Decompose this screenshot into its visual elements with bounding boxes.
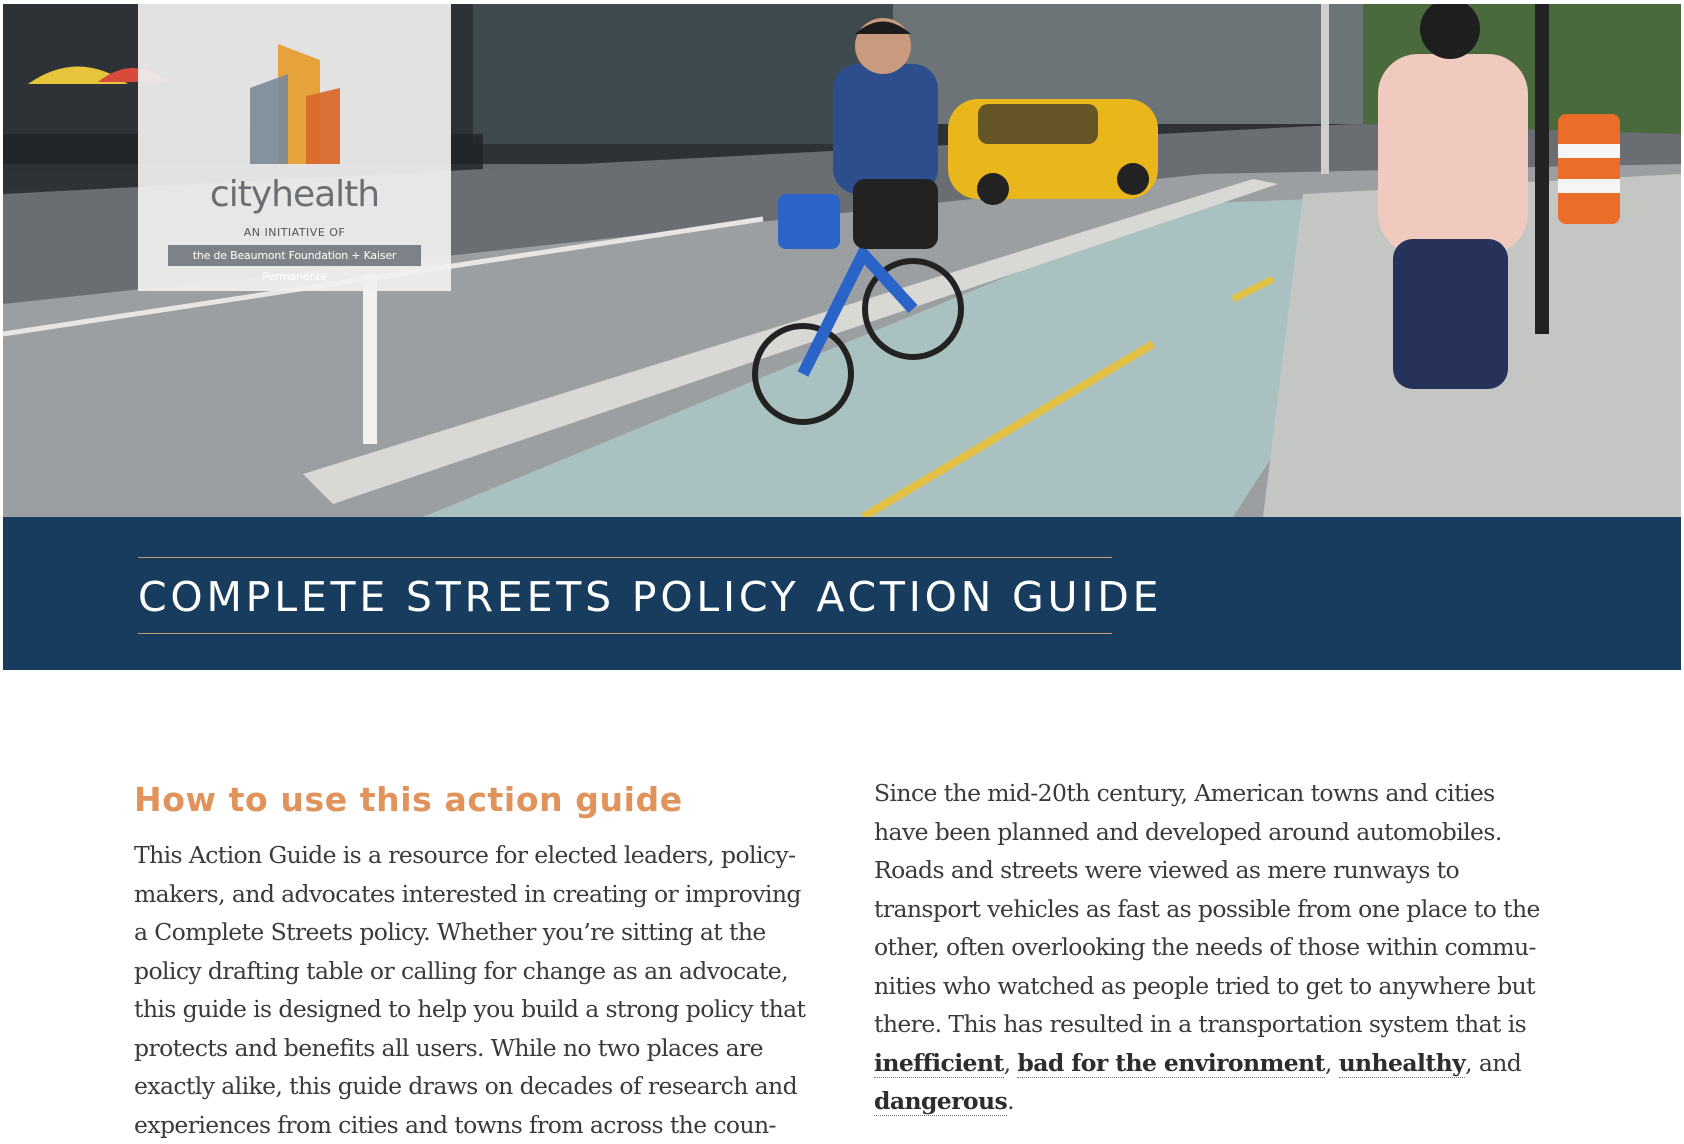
paragraph-line: exactly alike, this guide draws on decades of research and xyxy=(134,1067,814,1106)
paragraph-line: this guide is designed to help you build a strong policy that xyxy=(134,990,814,1029)
logo-initiative-text: AN INITIATIVE OF xyxy=(138,226,451,239)
paragraph-line: experiences from cities and towns from across the coun- xyxy=(134,1106,814,1144)
logo-foundation-text: the de Beaumont Foundation + Kaiser Permanente xyxy=(168,245,421,266)
paragraph-line: there. This has resulted in a transportation system that is xyxy=(874,1005,1574,1044)
paragraph-line: other, often overlooking the needs of those within commu- xyxy=(874,928,1574,967)
link-inefficient[interactable]: inefficient xyxy=(874,1049,1004,1078)
section-heading: How to use this action guide xyxy=(134,776,814,824)
logo-wordmark: cityhealth xyxy=(138,174,451,215)
link-dangerous[interactable]: dangerous xyxy=(874,1087,1007,1116)
right-column xyxy=(874,774,1574,1121)
cityhealth-logo-mark-icon xyxy=(250,44,346,164)
paragraph-line: a Complete Streets policy. Whether you’re sitting at the xyxy=(134,913,814,952)
title-top-rule xyxy=(138,557,1112,558)
paragraph-line-emphasis xyxy=(874,1082,1574,1121)
page-title: COMPLETE STREETS POLICY ACTION GUIDE xyxy=(138,573,1138,621)
title-bottom-rule xyxy=(138,633,1112,634)
link-bad-for-environment[interactable]: bad for the environment xyxy=(1017,1049,1324,1078)
separator-text: , xyxy=(1325,1049,1339,1077)
separator-text: , xyxy=(1004,1049,1018,1077)
paragraph-line: protects and benefits all users. While no two places are xyxy=(134,1029,814,1068)
history-paragraph xyxy=(874,774,1574,1121)
period-text: . xyxy=(1007,1087,1014,1115)
cityhealth-logo xyxy=(138,4,451,291)
title-band xyxy=(3,517,1681,670)
link-unhealthy[interactable]: unhealthy xyxy=(1339,1049,1466,1078)
paragraph-line: Roads and streets were viewed as mere runways to xyxy=(874,851,1574,890)
paragraph-line: nities who watched as people tried to get to anywhere but xyxy=(874,967,1574,1006)
paragraph-line: makers, and advocates interested in creating or improving xyxy=(134,875,814,914)
paragraph-line: This Action Guide is a resource for elected leaders, policy- xyxy=(134,836,814,875)
paragraph-line-emphasis xyxy=(874,1044,1574,1083)
paragraph-line: Since the mid-20th century, American towns and cities xyxy=(874,774,1574,813)
paragraph-line: transport vehicles as fast as possible from one place to the xyxy=(874,890,1574,929)
intro-paragraph xyxy=(134,836,814,1144)
left-column xyxy=(134,776,814,1144)
and-text: , and xyxy=(1465,1049,1521,1077)
paragraph-line: have been planned and developed around automobiles. xyxy=(874,813,1574,852)
paragraph-line: policy drafting table or calling for change as an advocate, xyxy=(134,952,814,991)
